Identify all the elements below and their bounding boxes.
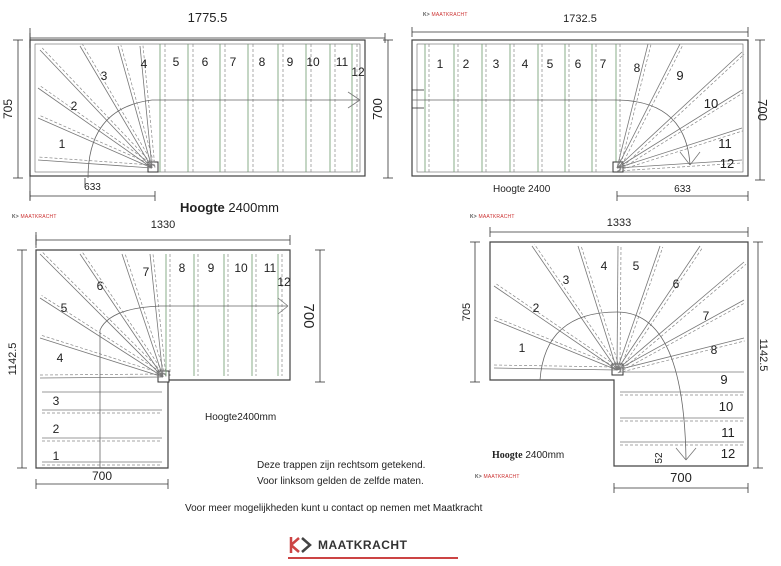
step-number: 2 [70, 99, 78, 113]
dimension-label: 705 [1, 98, 15, 120]
dimension-label: 700 [370, 98, 385, 120]
step-number: 4 [600, 259, 608, 273]
caption-drawing-3: Hoogte2400mm [205, 412, 277, 423]
step-number: 3 [492, 57, 500, 71]
step-number: 8 [258, 55, 266, 69]
tread-line [40, 298, 163, 377]
tread-hidden-line [39, 115, 153, 165]
tread-hidden-line [620, 45, 683, 169]
step-number: 8 [178, 261, 186, 275]
step-number: 9 [676, 68, 684, 83]
step-number: 1 [52, 449, 60, 463]
dimension-label: 1142.5 [7, 342, 19, 376]
dimension-label: 1142.5 [757, 338, 769, 372]
step-number: 5 [172, 55, 180, 69]
step-number: 11 [263, 261, 277, 275]
step-number: 7 [702, 309, 710, 323]
direction-arrow [348, 100, 360, 108]
tread-line [494, 368, 617, 370]
step-number: 4 [56, 351, 64, 365]
step-number: 9 [207, 261, 215, 275]
step-number: 10 [234, 261, 248, 275]
step-number: 11 [721, 425, 735, 440]
tread-line [617, 246, 700, 370]
step-number: 12 [277, 275, 291, 289]
step-number: 7 [599, 57, 607, 71]
step-number: 8 [633, 61, 641, 75]
tread-hidden-line [40, 374, 163, 375]
step-number: 10 [306, 55, 320, 69]
note-linksom: Voor linksom gelden de zelfde maten. [257, 476, 424, 487]
tread-line [617, 246, 618, 370]
tread-hidden-line [153, 254, 166, 377]
stair-drawing-1 [1, 10, 393, 201]
step-number: 2 [52, 422, 60, 436]
tread-hidden-line [496, 284, 619, 368]
step-number: 2 [462, 57, 470, 71]
step-number: 3 [562, 273, 570, 287]
tread-line [617, 44, 648, 168]
tread-hidden-line [620, 246, 621, 370]
stair-outline [490, 242, 748, 466]
tread-line [38, 118, 152, 168]
tread-line [38, 88, 152, 168]
maatkracht-logo-small: K> MAATKRACHT [12, 214, 57, 220]
maatkracht-logo-small: K> MAATKRACHT [423, 12, 468, 18]
tread-line [578, 246, 617, 370]
step-number: 10 [703, 96, 719, 111]
tread-hidden-line [620, 247, 663, 371]
step-number: 7 [142, 265, 150, 279]
caption-drawing-2: Hoogte 2400 [493, 184, 551, 195]
step-number: 6 [96, 279, 104, 293]
step-number: 1 [436, 57, 444, 71]
step-number: 10 [718, 399, 734, 414]
dimension-label: 633 [674, 184, 691, 195]
direction-arrow [676, 448, 686, 460]
direction-arrow [348, 92, 360, 100]
tread-line [494, 320, 617, 370]
dimension-label: 52 [654, 452, 665, 464]
tread-line [617, 44, 680, 168]
step-number: 5 [546, 57, 554, 71]
direction-arrow [686, 448, 696, 460]
step-number: 11 [718, 136, 732, 151]
tread-line [494, 286, 617, 370]
tread-line [80, 254, 163, 377]
direction-arrow [278, 306, 288, 314]
maatkracht-logo-small: K> MAATKRACHT [470, 214, 515, 220]
step-number: 8 [710, 343, 718, 357]
step-number: 9 [720, 372, 728, 387]
dimension-label: 633 [84, 182, 101, 193]
dimension-label: 700 [300, 303, 317, 329]
brand-name: MAATKRACHT [318, 538, 408, 552]
dimension-label: 705 [461, 302, 473, 322]
logo-mark-icon [288, 534, 316, 556]
step-number: 12 [720, 446, 736, 461]
tread-hidden-line [618, 303, 745, 373]
step-number: 6 [201, 55, 209, 69]
step-number: 6 [574, 57, 582, 71]
walk-line [540, 312, 686, 460]
dimension-label: 1732.5 [563, 13, 597, 25]
step-number: 3 [100, 69, 108, 83]
step-number: 3 [52, 394, 60, 408]
tread-hidden-line [82, 252, 165, 375]
tread-line [40, 377, 163, 378]
step-number: 12 [351, 65, 365, 79]
contact-note: Voor meer mogelijkheden kunt u contact op nemen met Maatkracht [185, 503, 483, 514]
dimension-label: 1333 [606, 217, 632, 229]
stair-drawing-2 [412, 13, 770, 201]
step-number: 5 [60, 301, 68, 315]
caption-drawing-4: Hoogte 2400mm [492, 450, 565, 461]
dimension-label: 700 [670, 470, 692, 485]
step-number: 11 [335, 55, 349, 69]
dimension-label: 700 [755, 99, 770, 121]
dimension-label: 1775.5 [187, 10, 228, 25]
dimension-label: 700 [91, 469, 113, 483]
step-number: 6 [672, 277, 680, 291]
step-number: 5 [632, 259, 640, 273]
note-rechtsom: Deze trappen zijn rechtsom getekend. [257, 460, 426, 471]
step-number: 2 [532, 301, 540, 315]
step-number: 12 [719, 156, 735, 171]
caption-drawing-1: Hoogte 2400mm [180, 200, 279, 215]
step-number: 1 [518, 341, 526, 355]
step-number: 7 [229, 55, 237, 69]
maatkracht-logo-small: K> MAATKRACHT [475, 474, 520, 480]
step-number: 4 [140, 57, 148, 71]
brand-underline [288, 557, 458, 559]
dimension-label: 1330 [150, 219, 176, 231]
step-number: 4 [521, 57, 529, 71]
tread-line [617, 300, 744, 370]
maatkracht-logo [288, 532, 458, 560]
stair-drawing-3 [7, 219, 325, 489]
tread-hidden-line [40, 86, 154, 166]
direction-arrow [278, 298, 288, 306]
tread-hidden-line [494, 365, 617, 367]
step-number: 9 [286, 55, 294, 69]
step-number: 1 [58, 137, 66, 151]
